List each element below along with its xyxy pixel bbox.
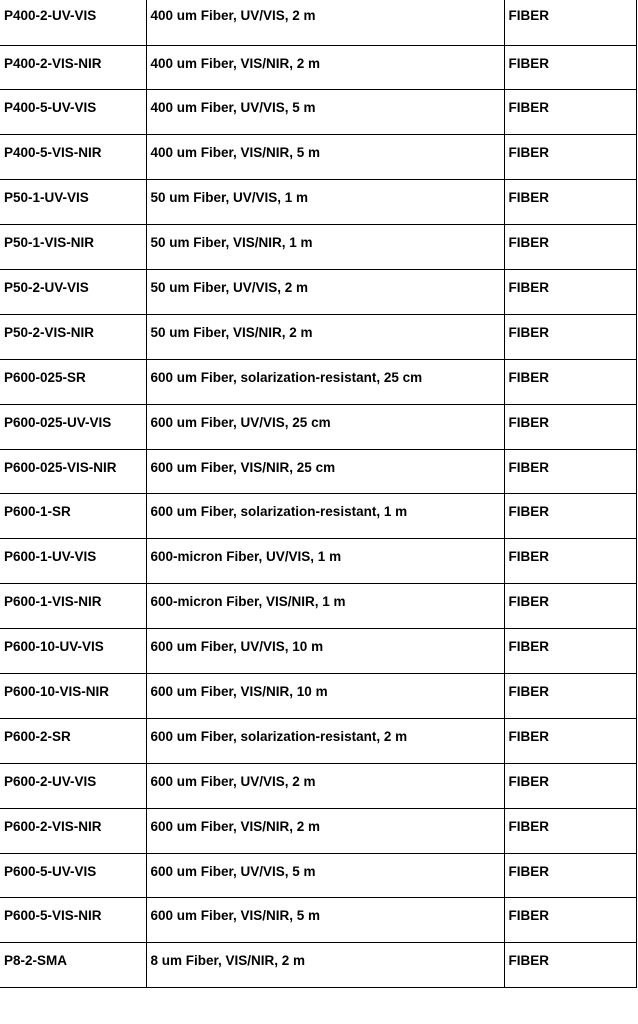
table-row: [0, 314, 636, 359]
category-cell: FIBER: [504, 404, 636, 449]
description-cell: 8 um Fiber, VIS/NIR, 2 m: [146, 943, 504, 988]
category-cell: FIBER: [504, 853, 636, 898]
table-row: [0, 853, 636, 898]
part-number-cell: P600-10-VIS-NIR: [0, 673, 146, 718]
table-row: [0, 629, 636, 674]
description-cell: 400 um Fiber, UV/VIS, 5 m: [146, 90, 504, 135]
description-cell: 600 um Fiber, UV/VIS, 25 cm: [146, 404, 504, 449]
description-cell: 600 um Fiber, solarization-resistant, 1 m: [146, 494, 504, 539]
table-row: [0, 718, 636, 763]
table-row: [0, 494, 636, 539]
part-number-cell: P50-1-UV-VIS: [0, 180, 146, 225]
part-number-cell: P400-2-UV-VIS: [0, 0, 146, 45]
table-row: [0, 808, 636, 853]
part-number-cell: P600-2-UV-VIS: [0, 763, 146, 808]
table-row: [0, 449, 636, 494]
category-cell: FIBER: [504, 314, 636, 359]
category-cell: FIBER: [504, 629, 636, 674]
description-cell: 600 um Fiber, UV/VIS, 10 m: [146, 629, 504, 674]
description-cell: 400 um Fiber, UV/VIS, 2 m: [146, 0, 504, 45]
table-row: [0, 90, 636, 135]
part-number-cell: P600-5-VIS-NIR: [0, 898, 146, 943]
part-number-cell: P50-2-VIS-NIR: [0, 314, 146, 359]
category-cell: FIBER: [504, 673, 636, 718]
description-cell: 50 um Fiber, UV/VIS, 2 m: [146, 269, 504, 314]
table-row: [0, 898, 636, 943]
table-row: [0, 404, 636, 449]
part-number-cell: P600-025-VIS-NIR: [0, 449, 146, 494]
description-cell: 50 um Fiber, VIS/NIR, 2 m: [146, 314, 504, 359]
table-row: [0, 135, 636, 180]
table-row: [0, 269, 636, 314]
part-number-cell: P600-1-SR: [0, 494, 146, 539]
part-number-cell: P600-025-UV-VIS: [0, 404, 146, 449]
table-row: [0, 45, 636, 90]
part-number-cell: P600-1-VIS-NIR: [0, 584, 146, 629]
category-cell: FIBER: [504, 449, 636, 494]
description-cell: 600-micron Fiber, VIS/NIR, 1 m: [146, 584, 504, 629]
part-number-cell: P600-5-UV-VIS: [0, 853, 146, 898]
description-cell: 400 um Fiber, VIS/NIR, 5 m: [146, 135, 504, 180]
category-cell: FIBER: [504, 359, 636, 404]
description-cell: 600 um Fiber, UV/VIS, 2 m: [146, 763, 504, 808]
part-number-cell: P50-2-UV-VIS: [0, 269, 146, 314]
description-cell: 600 um Fiber, VIS/NIR, 25 cm: [146, 449, 504, 494]
description-cell: 50 um Fiber, UV/VIS, 1 m: [146, 180, 504, 225]
part-number-cell: P600-10-UV-VIS: [0, 629, 146, 674]
category-cell: FIBER: [504, 225, 636, 270]
category-cell: FIBER: [504, 494, 636, 539]
category-cell: FIBER: [504, 539, 636, 584]
category-cell: FIBER: [504, 269, 636, 314]
category-cell: FIBER: [504, 763, 636, 808]
description-cell: 50 um Fiber, VIS/NIR, 1 m: [146, 225, 504, 270]
part-number-cell: P600-025-SR: [0, 359, 146, 404]
category-cell: FIBER: [504, 90, 636, 135]
table-row: [0, 584, 636, 629]
category-cell: FIBER: [504, 584, 636, 629]
description-cell: 600 um Fiber, VIS/NIR, 5 m: [146, 898, 504, 943]
table-row: [0, 763, 636, 808]
category-cell: FIBER: [504, 0, 636, 45]
category-cell: FIBER: [504, 898, 636, 943]
part-number-cell: P600-2-SR: [0, 718, 146, 763]
table-row: [0, 539, 636, 584]
description-cell: 600 um Fiber, solarization-resistant, 2 m: [146, 718, 504, 763]
part-number-cell: P600-2-VIS-NIR: [0, 808, 146, 853]
part-number-cell: P400-5-UV-VIS: [0, 90, 146, 135]
category-cell: FIBER: [504, 808, 636, 853]
description-cell: 600 um Fiber, VIS/NIR, 10 m: [146, 673, 504, 718]
description-cell: 600-micron Fiber, UV/VIS, 1 m: [146, 539, 504, 584]
table-row: [0, 673, 636, 718]
part-number-cell: P600-1-UV-VIS: [0, 539, 146, 584]
description-cell: 400 um Fiber, VIS/NIR, 2 m: [146, 45, 504, 90]
category-cell: FIBER: [504, 943, 636, 988]
part-number-cell: P400-2-VIS-NIR: [0, 45, 146, 90]
part-number-cell: P400-5-VIS-NIR: [0, 135, 146, 180]
table-row: [0, 180, 636, 225]
table-row: [0, 0, 636, 45]
table-row: [0, 225, 636, 270]
category-cell: FIBER: [504, 135, 636, 180]
description-cell: 600 um Fiber, UV/VIS, 5 m: [146, 853, 504, 898]
part-number-cell: P8-2-SMA: [0, 943, 146, 988]
description-cell: 600 um Fiber, solarization-resistant, 25 cm: [146, 359, 504, 404]
description-cell: 600 um Fiber, VIS/NIR, 2 m: [146, 808, 504, 853]
table-row: [0, 943, 636, 988]
category-cell: FIBER: [504, 180, 636, 225]
category-cell: FIBER: [504, 45, 636, 90]
table-row: [0, 359, 636, 404]
category-cell: FIBER: [504, 718, 636, 763]
part-number-cell: P50-1-VIS-NIR: [0, 225, 146, 270]
